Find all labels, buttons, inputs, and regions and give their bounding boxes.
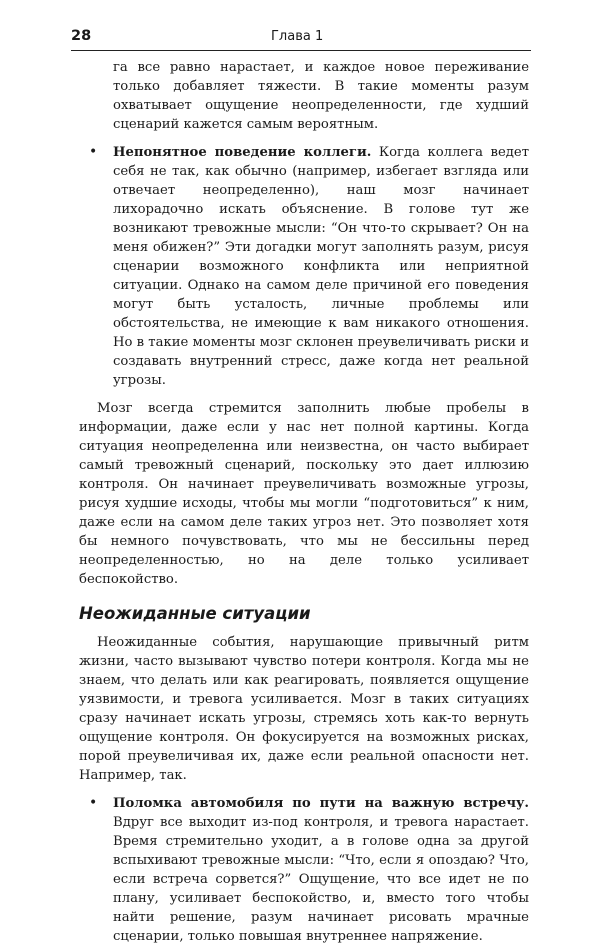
bullet-continuation xyxy=(79,58,529,134)
bullet-dot: • xyxy=(89,795,98,811)
page-number: 28 xyxy=(71,28,92,44)
bullet-dot: • xyxy=(89,144,98,160)
bullet-item-colleague xyxy=(79,143,529,390)
bullet-body: Когда коллега ведет себя не так, как обычно (например, избегает взгляда или отвечает неопределенно), наш мозг начинает лихорадочно искать объяснение. В голове тут же возникают тревожные мысли: “Он что-то скрывает? Он на меня обижен?” Эти догадки могут заполнять разум, рисуя сценарии возможного конфликта или неприятной ситуации. Однако на самом деле причиной его поведения могут быть усталость, личные проблемы или обстоятельства, не имеющие к вам никакого отношения. Но в такие моменты мозг склонен преувеличивать риски и создавать внутренний стресс, даже когда нет реальной угрозы. xyxy=(113,145,529,388)
bullet-item-car xyxy=(79,794,529,946)
page-header xyxy=(71,28,531,51)
paragraph-brain: Мозг всегда стремится заполнить любые пробелы в информации, даже если у нас нет полной картины. Когда ситуация неопределенна или неизвестна, он часто выбирает самый тревожный сценарий, поскольку это дает иллюзию контроля. Он начинает преувеличивать возможные угрозы, рисуя худшие исходы, чтобы мы могли “подготовиться” к ним, даже если на самом деле таких угроз нет. Это позволяет хотя бы немного почувствовать, что мы не бессильны перед неопределенностью, но на деле только усиливает беспокойство. xyxy=(79,401,529,587)
bullet-lead: Поломка автомобиля по пути на важную встречу. xyxy=(113,796,529,811)
paragraph-unexpected: Неожиданные события, нарушающие привычный ритм жизни, часто вызывают чувство потери контроля. Когда мы не знаем, что делать или как реагировать, появляется ощущение уязвимости, и тревога усиливается. Мозг в таких ситуациях сразу начинает искать угрозы, стремясь хоть как-то вернуть ощущение контроля. Он фокусируется на возможных рисках, порой преувеличивая их, даже если реальной опасности нет. Например, так. xyxy=(79,635,529,783)
bullet-text xyxy=(113,794,529,946)
bullet-lead: Непонятное поведение коллеги. xyxy=(113,145,372,160)
bullet-text xyxy=(113,143,529,390)
page-body xyxy=(79,58,529,946)
bullet-body: Вдруг все выходит из-под контроля, и тревога нарастает. Время стремительно уходит, а в голове одна за другой вспыхивают тревожные мысли: “Что, если я опоздаю? Что, если встреча сорвется?” Ощущение, что все идет не по плану, усиливает беспокойство, и, вместо того чтобы найти решение, разум начинает рисовать мрачные сценарии, только повышая внутреннее напряжение. xyxy=(113,815,529,944)
chapter-title: Глава 1 xyxy=(271,29,324,44)
bullet-continuation-text: га все равно нарастает, и каждое новое переживание только добавляет тяжести. В такие моменты разум охватывает ощущение неопределенности, где худший сценарий кажется самым вероятным. xyxy=(113,60,529,132)
section-heading: Неожиданные ситуации xyxy=(79,604,311,623)
